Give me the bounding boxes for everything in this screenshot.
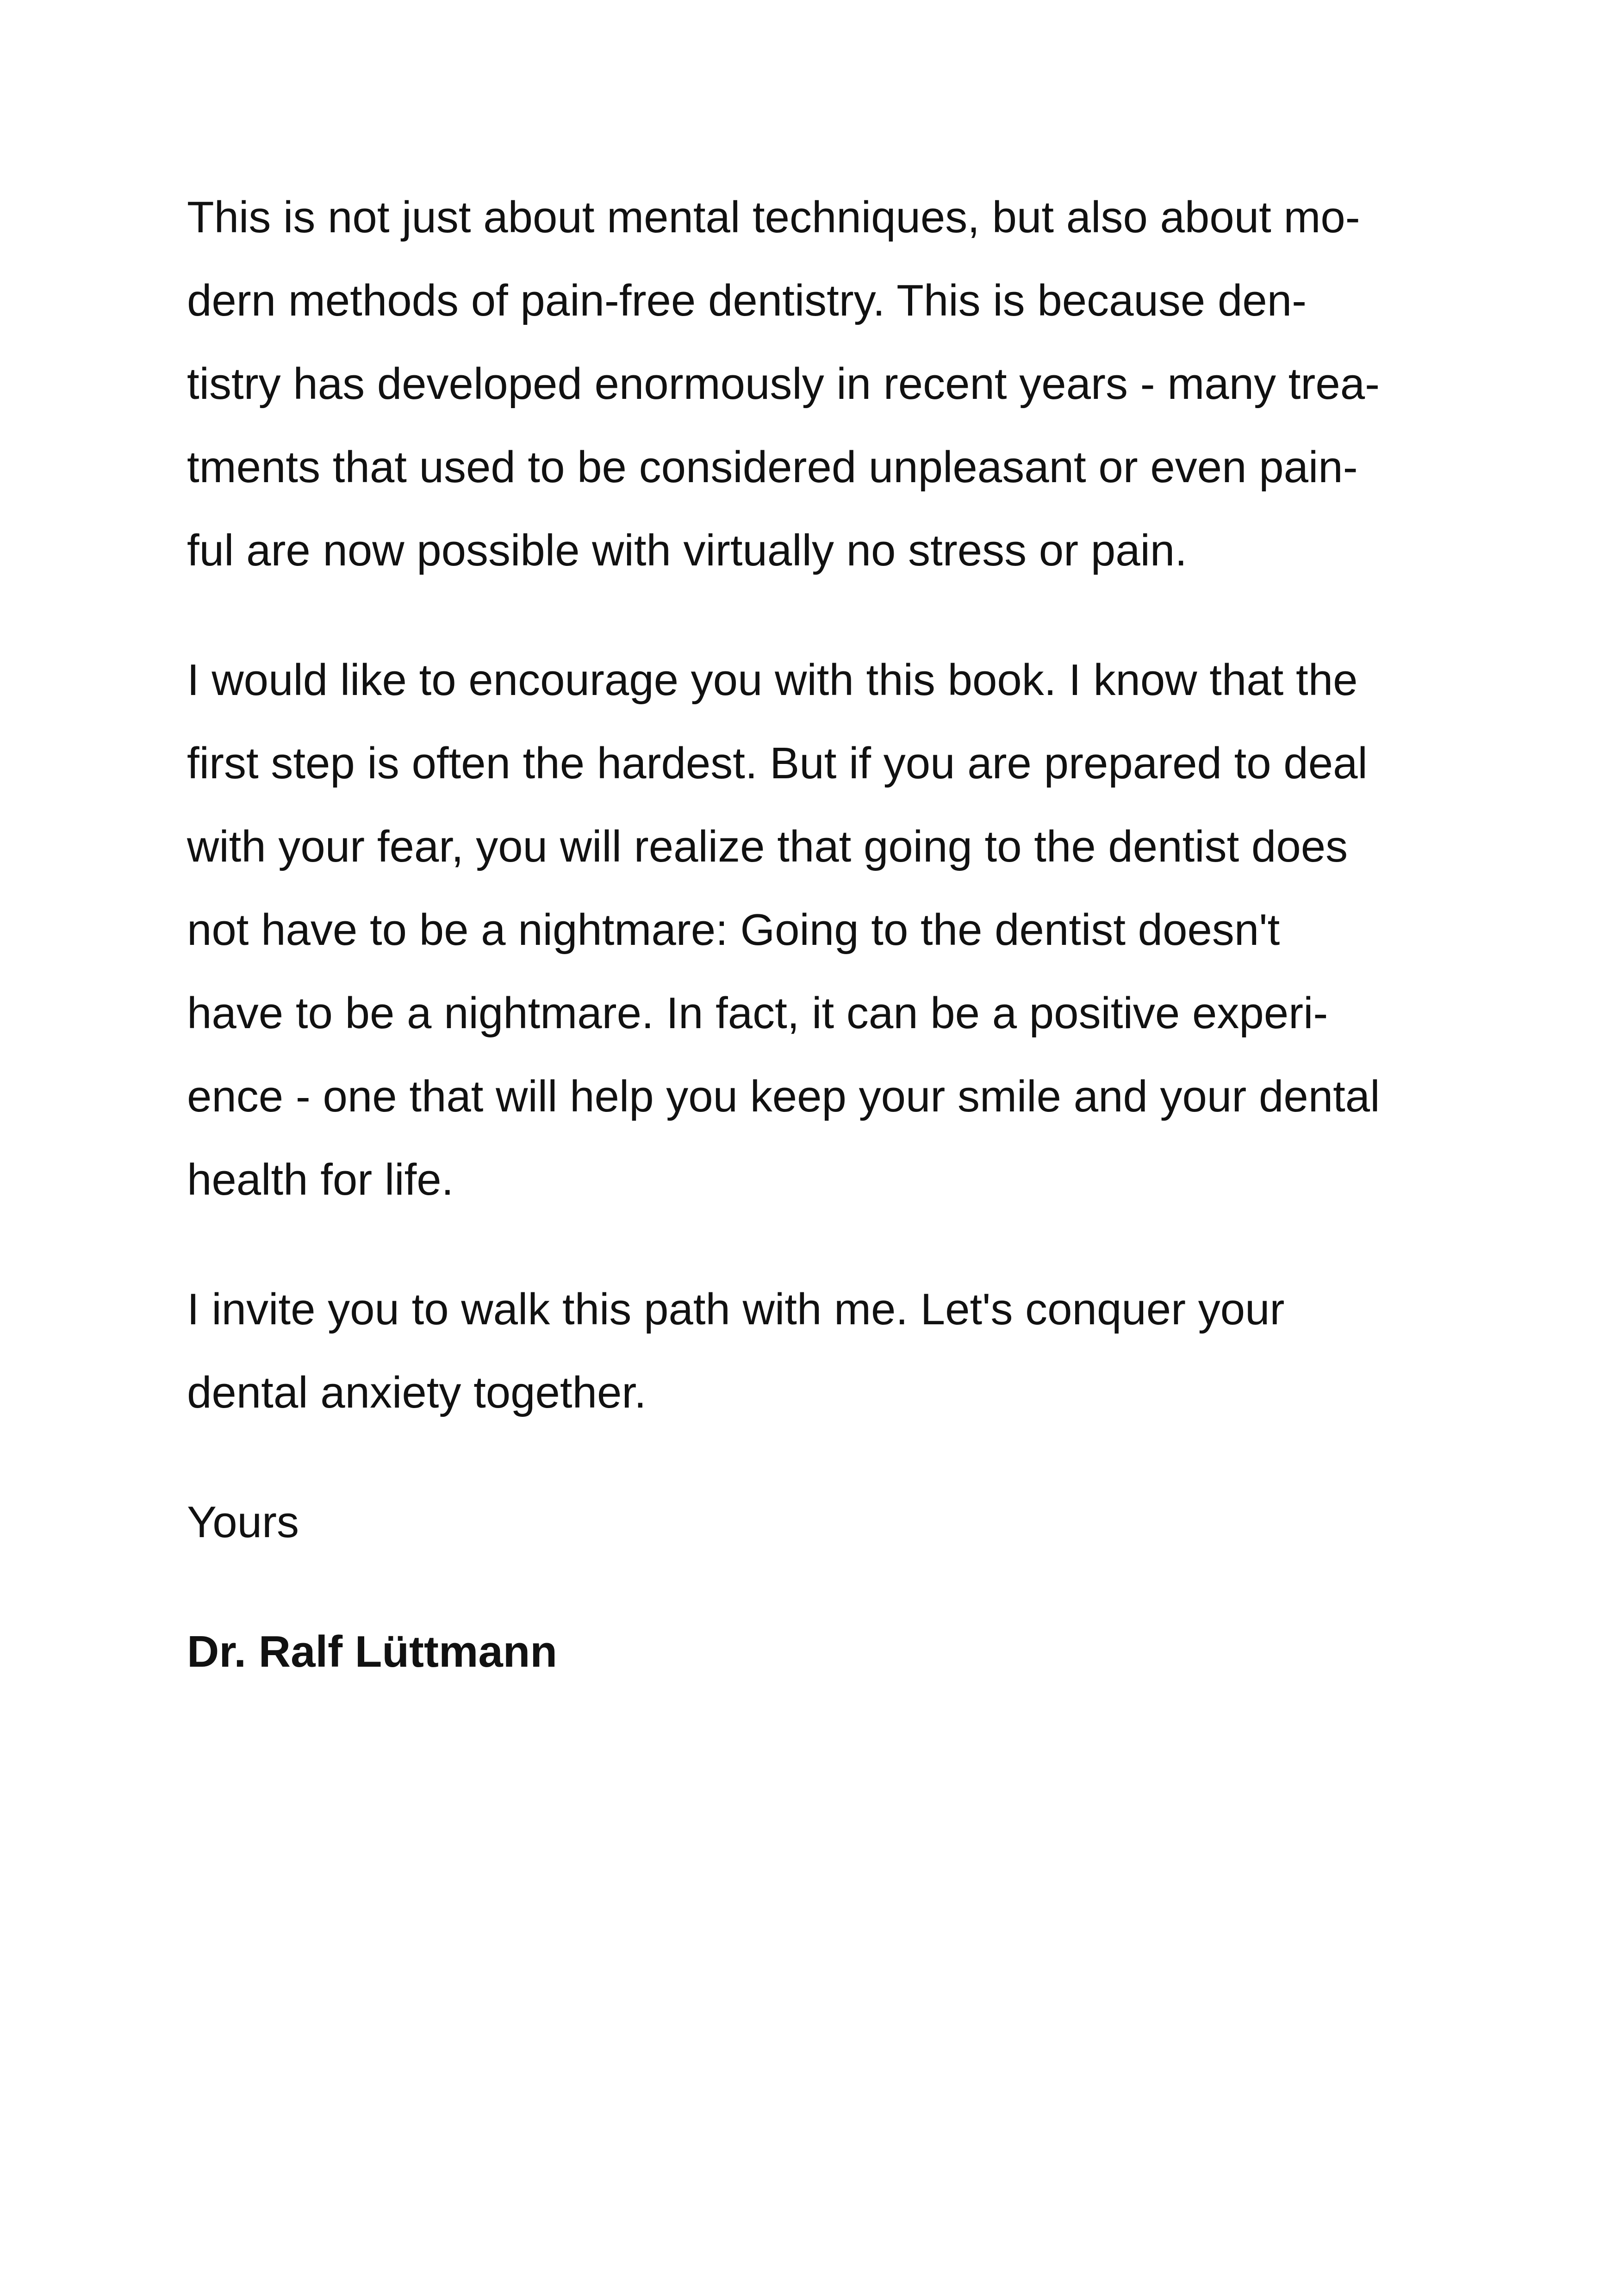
text-line: not have to be a nightmare: Going to the dentist doesn't: [187, 905, 1280, 955]
signature-block: [187, 1610, 1464, 1694]
text-line: have to be a nightmare. In fact, it can be a positive experi-: [187, 988, 1328, 1038]
text-line: first step is often the hardest. But if you are prepared to deal: [187, 738, 1368, 788]
text-line: health for life.: [187, 1155, 454, 1204]
text-line: tistry has developed enormously in recent years - many trea-: [187, 359, 1380, 409]
paragraph-3: [187, 1268, 1464, 1434]
paragraph-1: [187, 176, 1464, 592]
paragraph-gap: [187, 592, 1464, 639]
text-line: with your fear, you will realize that going to the dentist does: [187, 822, 1348, 871]
text-line: ful are now possible with virtually no stress or pain.: [187, 526, 1187, 575]
paragraph-gap: [187, 1434, 1464, 1481]
closing: [187, 1481, 1464, 1564]
text-line: tments that used to be considered unpleasant or even pain-: [187, 442, 1358, 492]
text-line: This is not just about mental techniques, but also about mo-: [187, 192, 1360, 242]
paragraph-gap: [187, 1222, 1464, 1268]
text-line: ence - one that will help you keep your smile and your dental: [187, 1072, 1380, 1121]
text-line: dern methods of pain-free dentistry. This is because den-: [187, 276, 1307, 325]
letter-body: [187, 176, 1464, 1694]
text-line: dental anxiety together.: [187, 1368, 647, 1417]
paragraph-2: [187, 639, 1464, 1222]
paragraph-gap: [187, 1564, 1464, 1610]
text-line: I invite you to walk this path with me. Let's conquer your: [187, 1285, 1285, 1334]
text-line: I would like to encourage you with this book. I know that the: [187, 655, 1358, 705]
closing-text: Yours: [187, 1497, 299, 1547]
signature-name: Dr. Ralf Lüttmann: [187, 1627, 558, 1676]
